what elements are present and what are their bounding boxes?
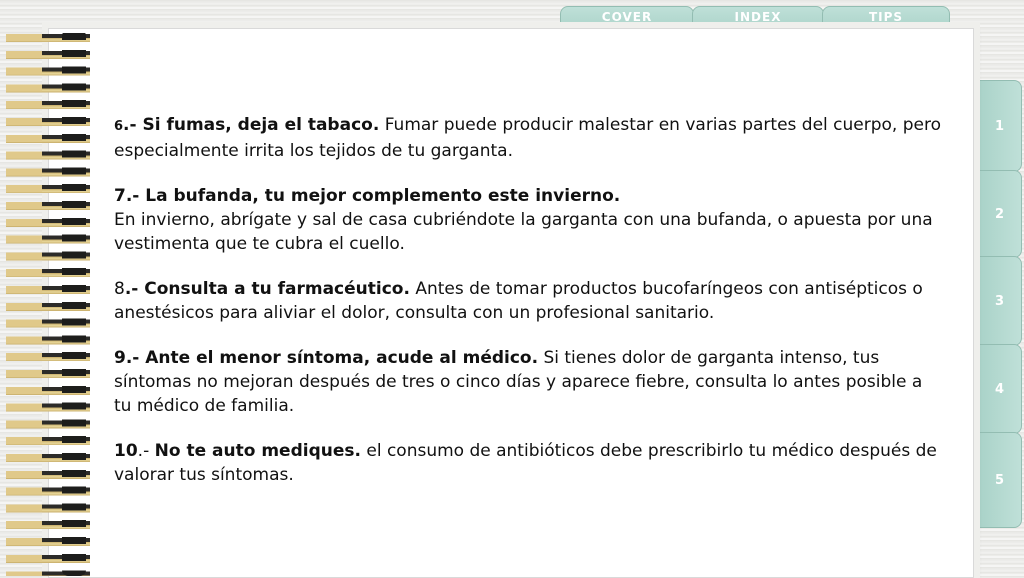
tip-10-body: el consumo de antibióticos debe prescribirlo tu médico después de valorar tus síntomas. xyxy=(114,441,937,485)
tip-9 xyxy=(114,346,944,418)
tip-9-body: Si tienes dolor de garganta intenso, tus síntomas no mejoran después de tres o cinco días y aparece fiebre, consulta lo antes posible a tu médico de familia. xyxy=(114,348,923,416)
tip-6 xyxy=(114,113,944,163)
tab-index[interactable]: INDEX xyxy=(692,6,824,32)
tip-8 xyxy=(114,277,944,325)
tips-content xyxy=(114,113,944,508)
side-tab-2[interactable]: 2 xyxy=(978,170,1022,258)
tab-cover[interactable]: COVER xyxy=(560,6,694,32)
tip-6-body: Fumar puede producir malestar en varias partes del cuerpo, pero especialmente irrita los tejidos de tu garganta. xyxy=(114,115,942,161)
tip-8-number: 8 xyxy=(114,279,125,299)
tip-10-separator: .- xyxy=(137,441,155,461)
side-tab-5[interactable]: 5 xyxy=(978,432,1022,528)
tip-7-title: 7.- La bufanda, tu mejor complemento este invierno. xyxy=(114,186,621,206)
tip-8-title: .- Consulta a tu farmacéutico. xyxy=(124,279,410,299)
spiral-holes xyxy=(62,30,86,576)
tip-6-number: 6 xyxy=(114,119,124,134)
tip-9-title: 9.- Ante el menor síntoma, acude al médico. xyxy=(114,348,539,368)
side-tab-1[interactable]: 1 xyxy=(978,80,1022,172)
tip-6-title: .- Si fumas, deja el tabaco. xyxy=(123,115,380,135)
tip-7 xyxy=(114,184,944,256)
side-tab-4[interactable]: 4 xyxy=(978,344,1022,434)
tip-10-number: 10 xyxy=(114,441,138,461)
tip-10-title: No te auto mediques. xyxy=(154,441,361,461)
side-tab-3[interactable]: 3 xyxy=(978,256,1022,346)
tip-10 xyxy=(114,439,944,487)
tip-8-body: Antes de tomar productos bucofaríngeos con antisépticos o anestésicos para aliviar el dolor, consulta con un profesional sanitario. xyxy=(114,279,923,323)
tip-7-body: En invierno, abrígate y sal de casa cubriéndote la garganta con una bufanda, o apuesta por una vestimenta que te cubra el cuello. xyxy=(114,210,933,254)
tab-tips[interactable]: TIPS xyxy=(822,6,950,32)
